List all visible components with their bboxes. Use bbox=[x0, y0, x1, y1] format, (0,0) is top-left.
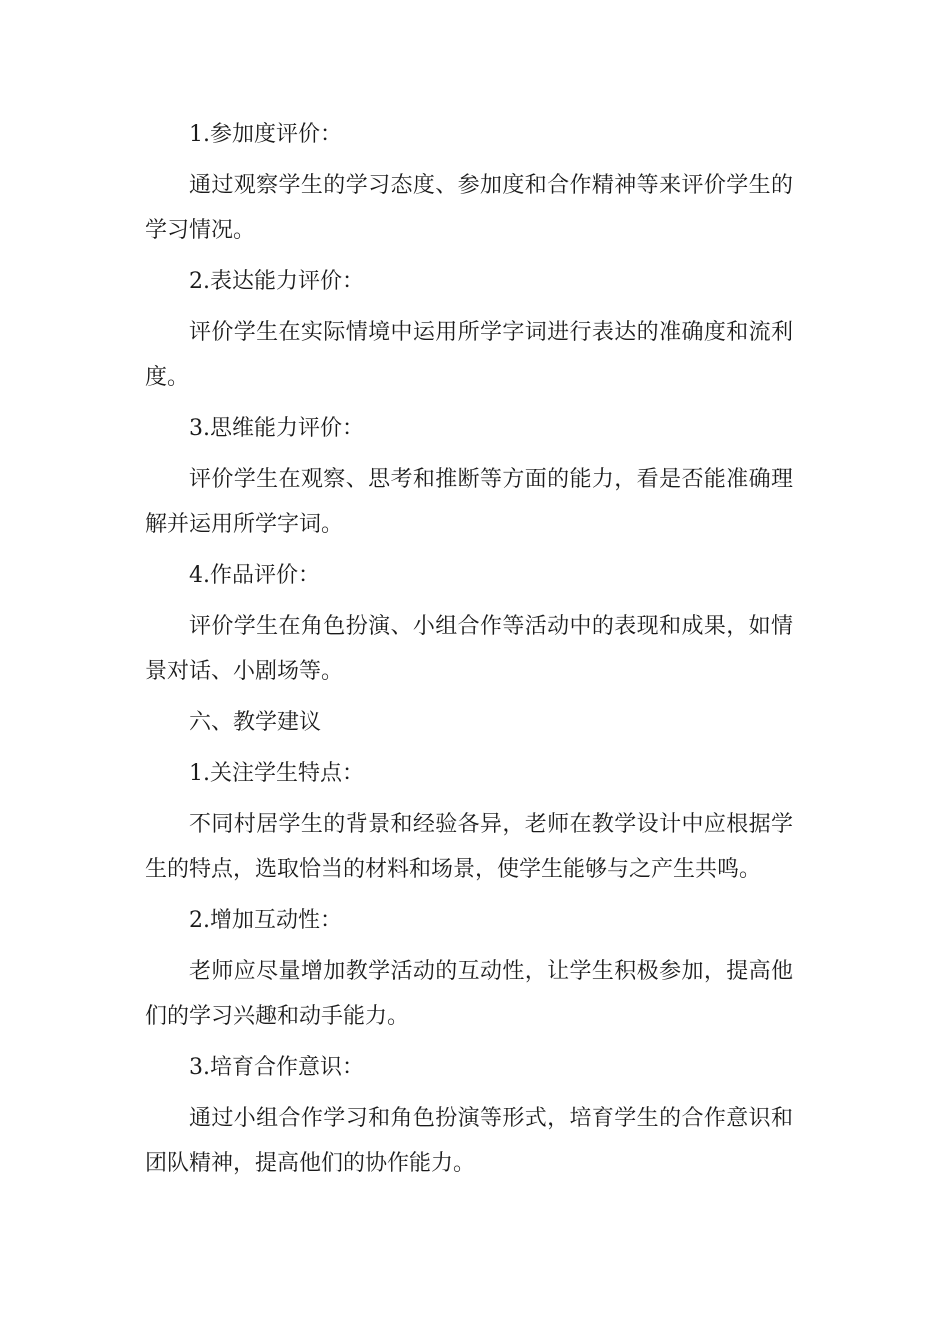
paragraph-interactivity: 老师应尽量增加教学活动的互动性，让学生积极参加，提高他们的学习兴趣和动手能力。 bbox=[145, 959, 793, 1029]
paragraph-expression-evaluation: 评价学生在实际情境中运用所学字词进行表达的准确度和流利度。 bbox=[145, 320, 793, 390]
heading-cooperation: 3.培育合作意识： bbox=[189, 1055, 364, 1080]
section-title-teaching-suggestions: 六、教学建议 bbox=[189, 710, 322, 735]
heading-thinking-evaluation: 3.思维能力评价： bbox=[189, 416, 364, 441]
document-page bbox=[145, 112, 793, 1192]
paragraph-student-characteristics: 不同村居学生的背景和经验各异，老师在教学设计中应根据学生的特点，选取恰当的材料和场景，使学生能够与之产生共鸣。 bbox=[145, 812, 793, 882]
heading-student-characteristics: 1.关注学生特点： bbox=[189, 761, 364, 786]
heading-participation-evaluation: 1.参加度评价： bbox=[189, 122, 342, 147]
heading-expression-evaluation: 2.表达能力评价： bbox=[189, 269, 364, 294]
paragraph-participation-evaluation: 通过观察学生的学习态度、参加度和合作精神等来评价学生的学习情况。 bbox=[145, 173, 793, 243]
paragraph-work-evaluation: 评价学生在角色扮演、小组合作等活动中的表现和成果，如情景对话、小剧场等。 bbox=[145, 614, 793, 684]
heading-interactivity: 2.增加互动性： bbox=[189, 908, 342, 933]
paragraph-thinking-evaluation: 评价学生在观察、思考和推断等方面的能力，看是否能准确理解并运用所学字词。 bbox=[145, 467, 793, 537]
paragraph-cooperation: 通过小组合作学习和角色扮演等形式，培育学生的合作意识和团队精神，提高他们的协作能力。 bbox=[145, 1106, 793, 1176]
heading-work-evaluation: 4.作品评价： bbox=[189, 563, 320, 588]
